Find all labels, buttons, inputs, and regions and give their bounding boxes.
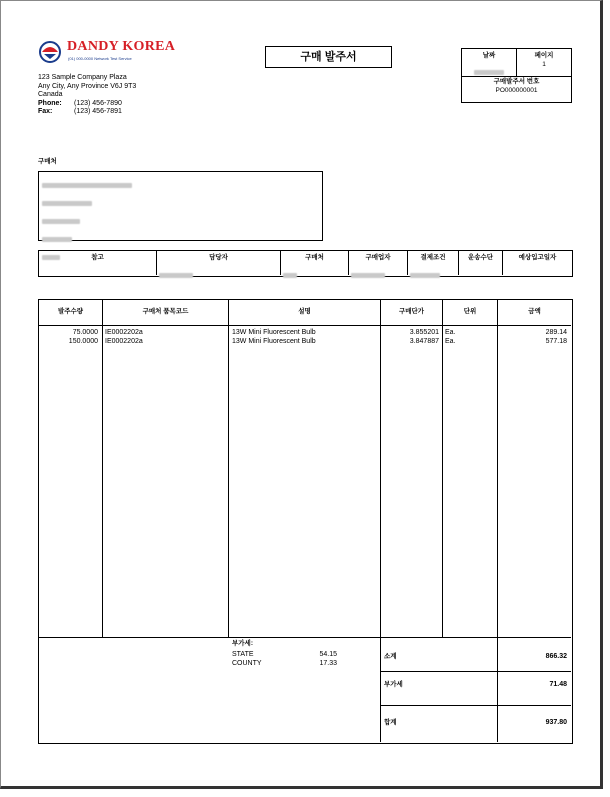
vendor-value-redacted [283, 265, 297, 283]
subtotal-value: 866.32 [545, 653, 567, 660]
tax-item-county-value: 17.33 [319, 659, 337, 667]
tax-item-state-name: STATE [232, 651, 254, 658]
payment-terms-value-redacted [410, 265, 440, 283]
tax-total-label: 부가세 [384, 681, 403, 688]
table-row-1-qty: 75.0000 [72, 329, 98, 336]
po-number-label: 구매발주서 번호 [493, 78, 540, 85]
info-header-buyer: 구매업자 [365, 254, 391, 261]
phone-value: (123) 456-7890 [74, 99, 122, 107]
info-header-payment-terms: 결제조건 [420, 254, 446, 261]
col-header-item-code: 구매처 품목코드 [142, 308, 189, 315]
info-header-shipping: 운송수단 [467, 254, 494, 261]
phone-label: Phone: [38, 99, 62, 107]
address-line-3: Canada [38, 91, 63, 98]
table-row-1-price: 3.855201 [409, 329, 439, 336]
page-value: 1 [542, 61, 546, 68]
table-row-2-price: 3.847887 [409, 337, 439, 345]
company-address [38, 74, 136, 117]
info-header-reference: 참고 [91, 254, 104, 261]
address-line-1: 123 Sample Company Plaza [38, 74, 127, 81]
table-row-2-unit: Ea. [445, 337, 456, 345]
date-label: 날짜 [482, 52, 496, 59]
document-title: 구매 발주서 [265, 46, 392, 68]
col-header-unit-price: 구매단가 [398, 308, 425, 315]
tax-item-state-value: 54.15 [319, 651, 337, 658]
fax-label: Fax: [38, 108, 53, 115]
info-header-expected-date: 예상입고일자 [518, 254, 557, 261]
fax-value: (123) 456-7891 [74, 108, 122, 115]
grand-total-label: 합계 [384, 719, 397, 726]
address-line-2: Any City, Any Province V6J 9T3 [38, 82, 137, 90]
company-logo [37, 38, 176, 66]
table-row-2-amount: 577.18 [545, 337, 567, 345]
buyer-value-redacted [351, 265, 385, 283]
table-row-1-unit: Ea. [445, 329, 456, 336]
table-row-1-code: IE0002202a [105, 329, 143, 336]
tax-breakdown-label: 부가세: [232, 640, 254, 647]
logo-tagline: (01) 000-0000 Network Test Service [68, 56, 132, 61]
page-label: 페이지 [534, 52, 554, 59]
table-row-2-qty: 150.0000 [68, 337, 98, 345]
table-row-2-desc: 13W Mini Fluorescent Bulb [232, 337, 316, 345]
order-info-row [38, 250, 573, 277]
grand-total-value: 937.80 [545, 719, 567, 726]
col-header-description: 설명 [298, 308, 311, 315]
po-number-value: PO000000001 [495, 87, 538, 94]
table-row-2-code: IE0002202a [105, 337, 143, 345]
logo-wordmark: DANDY KOREA [67, 39, 176, 54]
table-row-1-desc: 13W Mini Fluorescent Bulb [232, 329, 316, 336]
info-header-vendor: 구매처 [305, 254, 324, 261]
contact-value-redacted [159, 265, 193, 283]
info-header-contact: 담당자 [209, 254, 228, 261]
vendor-box [38, 171, 323, 241]
col-header-amount: 금액 [528, 308, 541, 315]
tax-item-county-name: COUNTY [232, 659, 262, 667]
logo-emblem-icon [37, 40, 63, 64]
col-header-unit: 단위 [463, 308, 477, 315]
vendor-label: 구매처 [38, 158, 57, 165]
meta-box [461, 48, 572, 103]
tax-total-value: 71.48 [549, 681, 567, 688]
table-row-1-amount: 289.14 [545, 329, 567, 336]
col-header-quantity: 발주수량 [57, 308, 84, 315]
subtotal-label: 소계 [384, 653, 397, 660]
line-items-table [38, 299, 573, 744]
